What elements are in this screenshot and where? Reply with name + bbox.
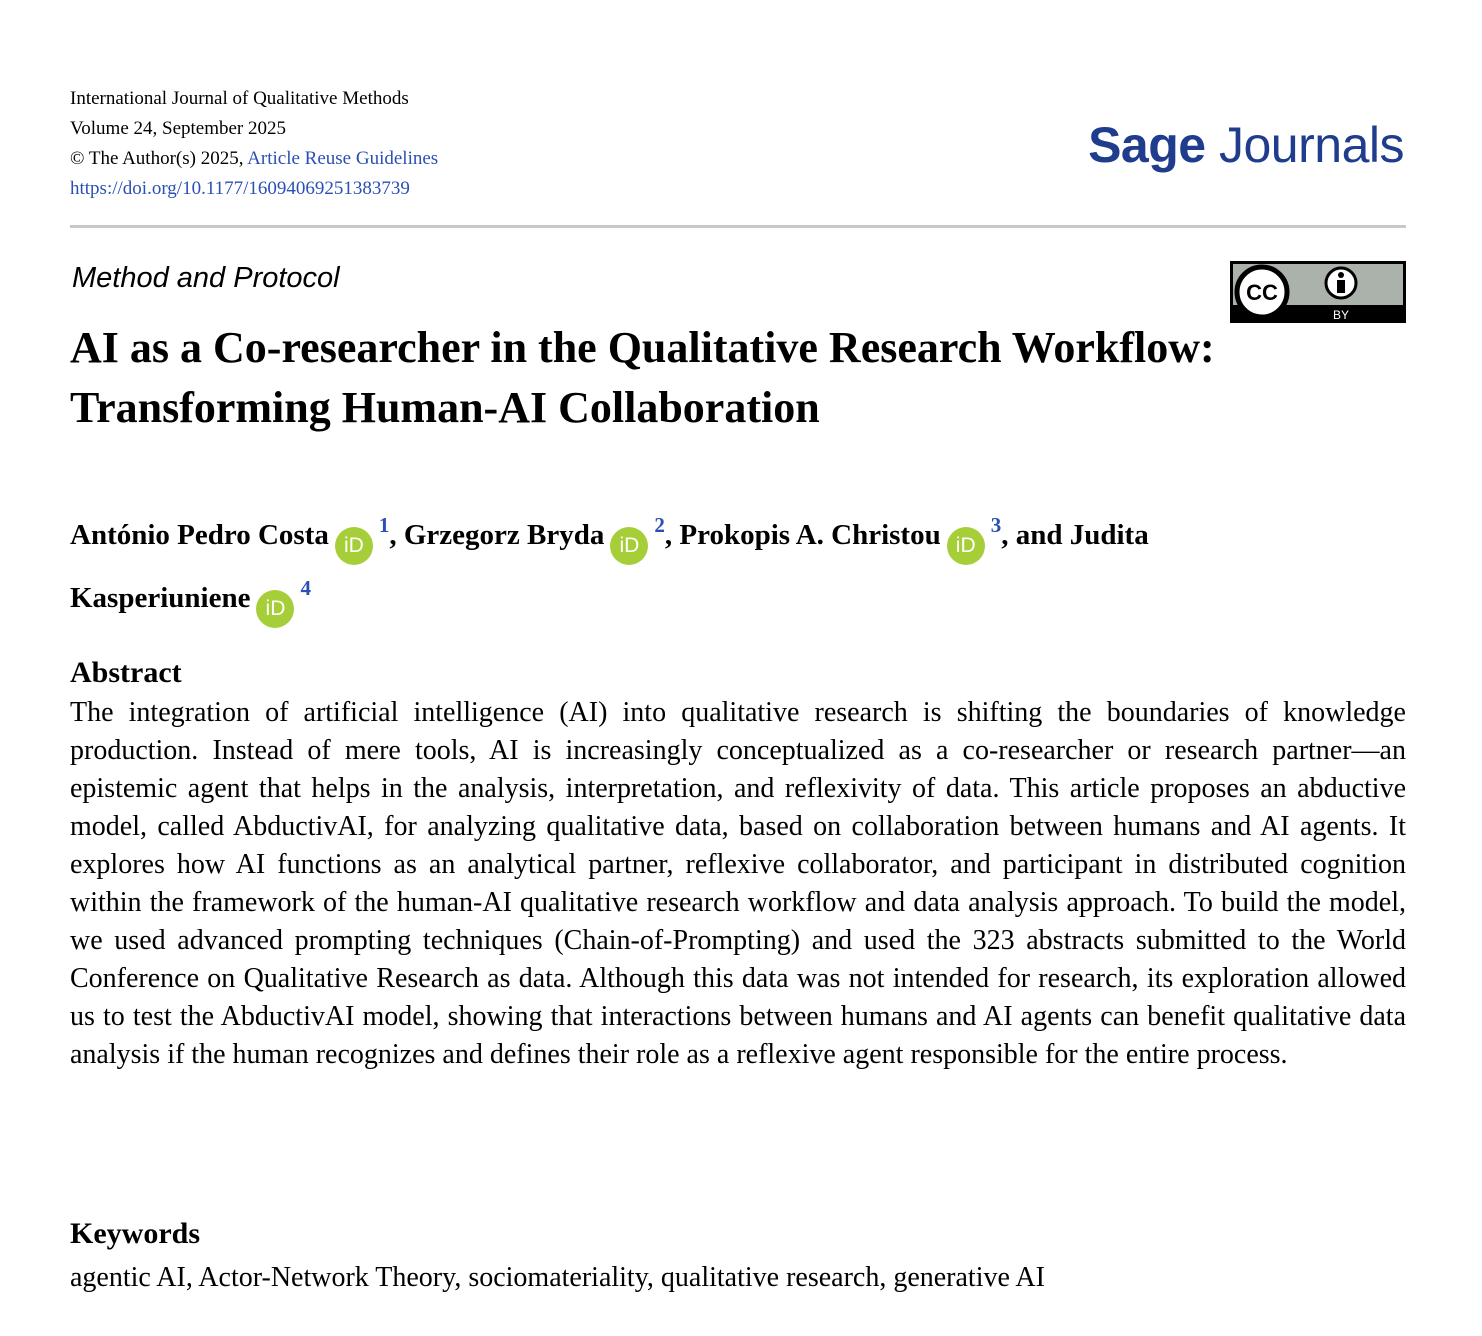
logo-sage: Sage [1088,117,1206,173]
sage-journals-logo [1088,116,1404,174]
volume-date: Volume 24, September 2025 [70,118,287,139]
orcid-icon[interactable]: iD [256,590,294,628]
cc-icon-label: CC [1246,280,1278,305]
affiliation-marker[interactable]: 2 [654,513,665,537]
copyright-line [70,144,438,174]
author-list: António Pedro Costa iD$^1$, Grzegorz Bryda iD$^2$, Prokopis A. Christou iD$^3$, and Judita Kasperiuniene iD$^4$ [70,502,1320,628]
article-title: AI as a Co-researcher in the Qualitative Research Workflow: Transforming Human-AI Collaboration [70,323,1215,432]
by-label: BY [1332,308,1350,322]
affiliation-marker[interactable]: 4 [300,576,311,600]
affiliation-marker[interactable]: 3 [990,513,1002,537]
reuse-guidelines-link[interactable]: Article Reuse Guidelines [247,148,439,169]
author-name[interactable]: Grzegorz Bryda [403,519,605,551]
cc-by-license-badge[interactable] [1230,261,1406,323]
article-type: Method and Protocol [72,262,340,294]
copyright-text: © The Author(s) 2025, [70,148,244,169]
abstract-heading: Abstract [70,656,182,689]
author-name[interactable]: Judita Kasperiuniene [70,519,1149,614]
orcid-icon[interactable]: iD [335,527,373,565]
journal-name: International Journal of Qualitative Methods [70,88,409,109]
keywords-text: agentic AI, Actor-Network Theory, sociomateriality, qualitative research, generative AI [70,1262,1045,1293]
affiliation-marker[interactable]: 1 [378,513,390,537]
orcid-icon[interactable]: iD [610,527,648,565]
abstract-text: The integration of artificial intelligence (AI) into qualitative research is shifting the boundaries of knowledge production. Instead of mere tools, AI is increasingly conceptualized as a co-researcher or research partner—an epistemic agent that helps in the analysis, interpretation, and reflexivity of data. This article proposes an abductive model, called AbductivAI, for analyzing qualitative data, based on collaboration between humans and AI agents. It explores how AI functions as an analytical partner, reflexive collaborator, and participant in distributed cognition within the framework of the human-AI qualitative research workflow and data analysis approach. To build the model, we used advanced prompting techniques (Chain-of-Prompting) and used the 323 abstracts submitted to the World Conference on Qualitative Research as data. Although this data was not intended for research, its exploration allowed us to test the AbductivAI model, showing that interactions between humans and AI agents can benefit qualitative data analysis if the human recognizes and defines their role as a reflexive agent responsible for the entire process. [70,697,1406,1070]
orcid-icon[interactable]: iD [947,527,985,565]
journal-meta [70,84,438,204]
keywords-heading: Keywords [70,1217,200,1250]
author-name[interactable]: António Pedro Costa [70,519,329,551]
author-name[interactable]: Prokopis A. Christou [679,519,941,551]
doi-link[interactable]: https://doi.org/10.1177/16094069251383739 [70,178,410,199]
logo-journals: Journals [1219,117,1404,173]
header-divider [70,225,1406,228]
